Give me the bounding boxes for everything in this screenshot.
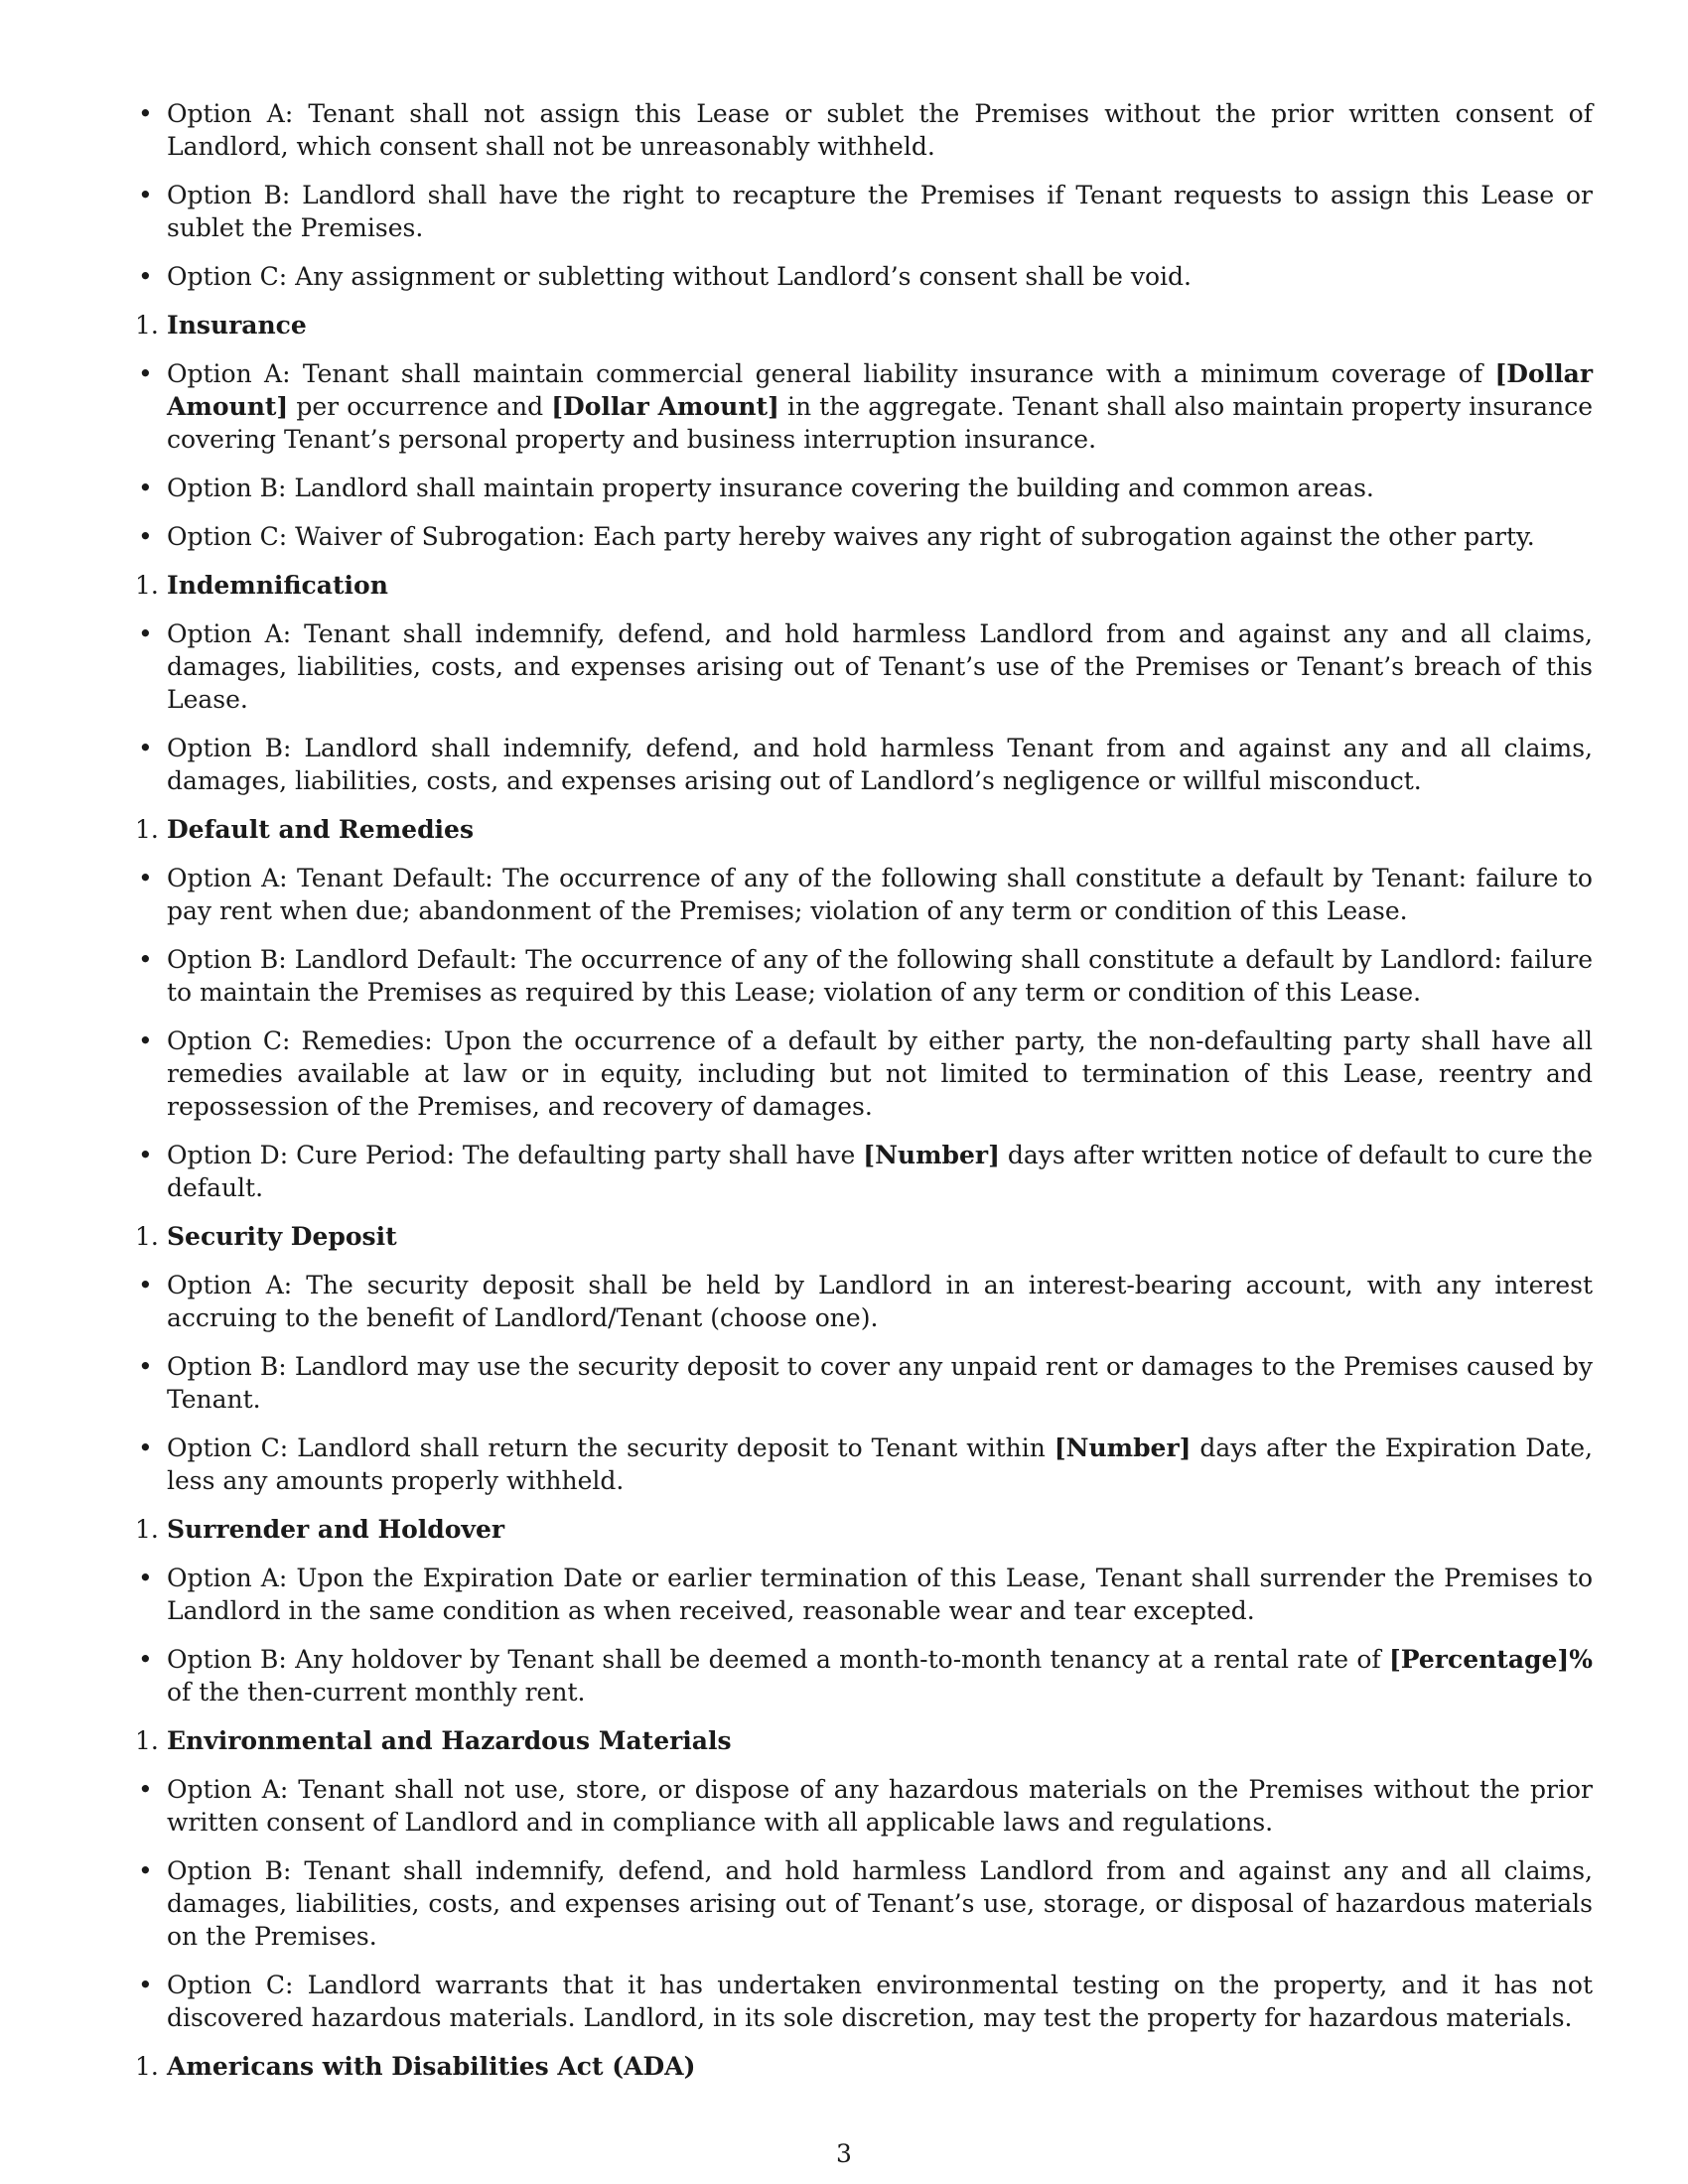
option-bullet-item [135,1969,1593,2034]
option-text: Option A: Tenant Default: The occurrence of any of the following shall constitute a default by Tenant: failure to pay rent when due; abandonment of the Premises; violation of any term or condition of this Lease. [167,864,1593,925]
section-title: Americans with Disabilities Act (ADA) [167,2052,696,2081]
option-text: Option C: Remedies: Upon the occurrence of a default by either party, the non-defaulting party shall have all remedies available at law or in equity, including but not limited to termination of this Lease, reentry and repossession of the Premises, and recovery of damages. [167,1026,1593,1121]
option-bullet-item [135,472,1593,504]
option-text: Option A: Tenant shall not use, store, or dispose of any hazardous materials on the Premises without the prior written consent of Landlord and in compliance with all applicable laws and regulations. [167,1775,1593,1837]
option-text: Option C: Landlord shall return the security deposit to Tenant within [Number] days after the Expiration Date, less any amounts properly withheld. [167,1433,1593,1495]
bullet-glyph: • [138,1856,153,1885]
option-text: Option A: Tenant shall not assign this Lease or sublet the Premises without the prior written consent of Landlord, which consent shall not be unreasonably withheld. [167,99,1593,161]
option-text: Option D: Cure Period: The defaulting party shall have [Number] days after written notice of default to cure the default. [167,1141,1593,1202]
option-bullet-item [135,1562,1593,1627]
option-text: Option A: Tenant shall indemnify, defend, and hold harmless Landlord from and against any and all claims, damages, liabilities, costs, and expenses arising out of Tenant’s use of the Premises or Tenant’s breach of this Lease. [167,619,1593,714]
bullet-glyph: • [138,1352,153,1381]
option-bullet-item [135,260,1593,293]
option-text: Option B: Landlord shall have the right to recapture the Premises if Tenant requests to assign this Lease or sublet the Premises. [167,181,1593,242]
bullet-glyph: • [138,1433,153,1462]
option-text: Option B: Tenant shall indemnify, defend, and hold harmless Landlord from and against any and all claims, damages, liabilities, costs, and expenses arising out of Tenant’s use, storage, or disposal of hazardous materials on the Premises. [167,1856,1593,1951]
option-text: Option B: Landlord may use the security deposit to cover any unpaid rent or damages to the Premises caused by Tenant. [167,1352,1593,1414]
bullet-glyph: • [138,1026,153,1055]
bullet-glyph: • [138,474,153,502]
section-heading [135,309,1593,341]
placeholder-field: [Dollar Amount] [167,359,1593,421]
option-bullet-item [135,732,1593,797]
section-heading [135,2050,1593,2083]
document-body [135,97,1593,2099]
bullet-glyph: • [138,1271,153,1299]
section-heading [135,569,1593,602]
page-number: 3 [836,2139,852,2168]
option-bullet-item [135,179,1593,244]
bullet-glyph: • [138,1141,153,1169]
option-bullet-item [135,520,1593,553]
option-bullet-item [135,617,1593,716]
bullet-glyph: • [138,945,153,974]
section-title: Surrender and Holdover [167,1515,505,1544]
option-bullet-item [135,1350,1593,1416]
option-bullet-item [135,1024,1593,1123]
bullet-glyph: • [138,864,153,892]
bullet-glyph: • [138,181,153,209]
option-text: Option B: Any holdover by Tenant shall be deemed a month-to-month tenancy at a rental rate of [Percentage]% of the then-current monthly rent. [167,1645,1593,1706]
bullet-glyph: • [138,1775,153,1804]
option-bullet-item [135,1432,1593,1497]
section-title: Security Deposit [167,1222,397,1251]
placeholder-field: [Dollar Amount] [551,392,779,421]
section-title: Default and Remedies [167,815,475,844]
section-number: 1. [135,1515,159,1544]
option-bullet-item [135,1643,1593,1708]
option-bullet-item [135,862,1593,927]
bullet-glyph: • [138,734,153,762]
option-bullet-item [135,1854,1593,1953]
section-heading [135,1513,1593,1546]
section-heading [135,1220,1593,1253]
option-text: Option A: Tenant shall maintain commercial general liability insurance with a minimum coverage of [Dollar Amount] per occurrence and [Dollar Amount] in the aggregate. Tenant shall also maintain property insurance covering Tenant’s personal property and business interruption insurance. [167,359,1593,454]
option-bullet-item [135,357,1593,456]
option-text: Option B: Landlord shall indemnify, defend, and hold harmless Tenant from and against any and all claims, damages, liabilities, costs, and expenses arising out of Landlord’s negligence or willful misconduct. [167,734,1593,795]
bullet-glyph: • [138,1971,153,1999]
bullet-glyph: • [138,1645,153,1674]
option-text: Option A: Upon the Expiration Date or earlier termination of this Lease, Tenant shall surrender the Premises to Landlord in the same condition as when received, reasonable wear and tear excepted. [167,1564,1593,1625]
option-bullet-item [135,97,1593,163]
option-text: Option B: Landlord Default: The occurrence of any of the following shall constitute a default by Landlord: failure to maintain the Premises as required by this Lease; violation of any term or condition of this Lease. [167,945,1593,1007]
section-number: 1. [135,815,159,844]
section-number: 1. [135,571,159,600]
option-text: Option C: Any assignment or subletting without Landlord’s consent shall be void. [167,262,1192,291]
bullet-glyph: • [138,99,153,128]
option-bullet-item [135,943,1593,1009]
section-heading [135,813,1593,846]
bullet-glyph: • [138,619,153,648]
option-text: Option A: The security deposit shall be held by Landlord in an interest-bearing account, with any interest accruing to the benefit of Landlord/Tenant (choose one). [167,1271,1593,1332]
bullet-glyph: • [138,359,153,388]
option-text: Option B: Landlord shall maintain property insurance covering the building and common areas. [167,474,1374,502]
section-title: Environmental and Hazardous Materials [167,1726,732,1755]
bullet-glyph: • [138,522,153,551]
section-number: 1. [135,1726,159,1755]
section-title: Indemnification [167,571,388,600]
option-text: Option C: Waiver of Subrogation: Each party hereby waives any right of subrogation against the other party. [167,522,1535,551]
section-number: 1. [135,2052,159,2081]
bullet-glyph: • [138,1564,153,1592]
bullet-glyph: • [138,262,153,291]
option-text: Option C: Landlord warrants that it has undertaken environmental testing on the property, and it has not discovered hazardous materials. Landlord, in its sole discretion, may test the property for hazardous materials. [167,1971,1593,2032]
section-number: 1. [135,1222,159,1251]
section-title: Insurance [167,311,307,340]
section-heading [135,1724,1593,1757]
option-bullet-item [135,1139,1593,1204]
option-bullet-item [135,1773,1593,1839]
placeholder-field: [Percentage]% [1388,1645,1593,1674]
placeholder-field: [Number] [863,1141,1000,1169]
option-bullet-item [135,1269,1593,1334]
placeholder-field: [Number] [1054,1433,1192,1462]
section-number: 1. [135,311,159,340]
